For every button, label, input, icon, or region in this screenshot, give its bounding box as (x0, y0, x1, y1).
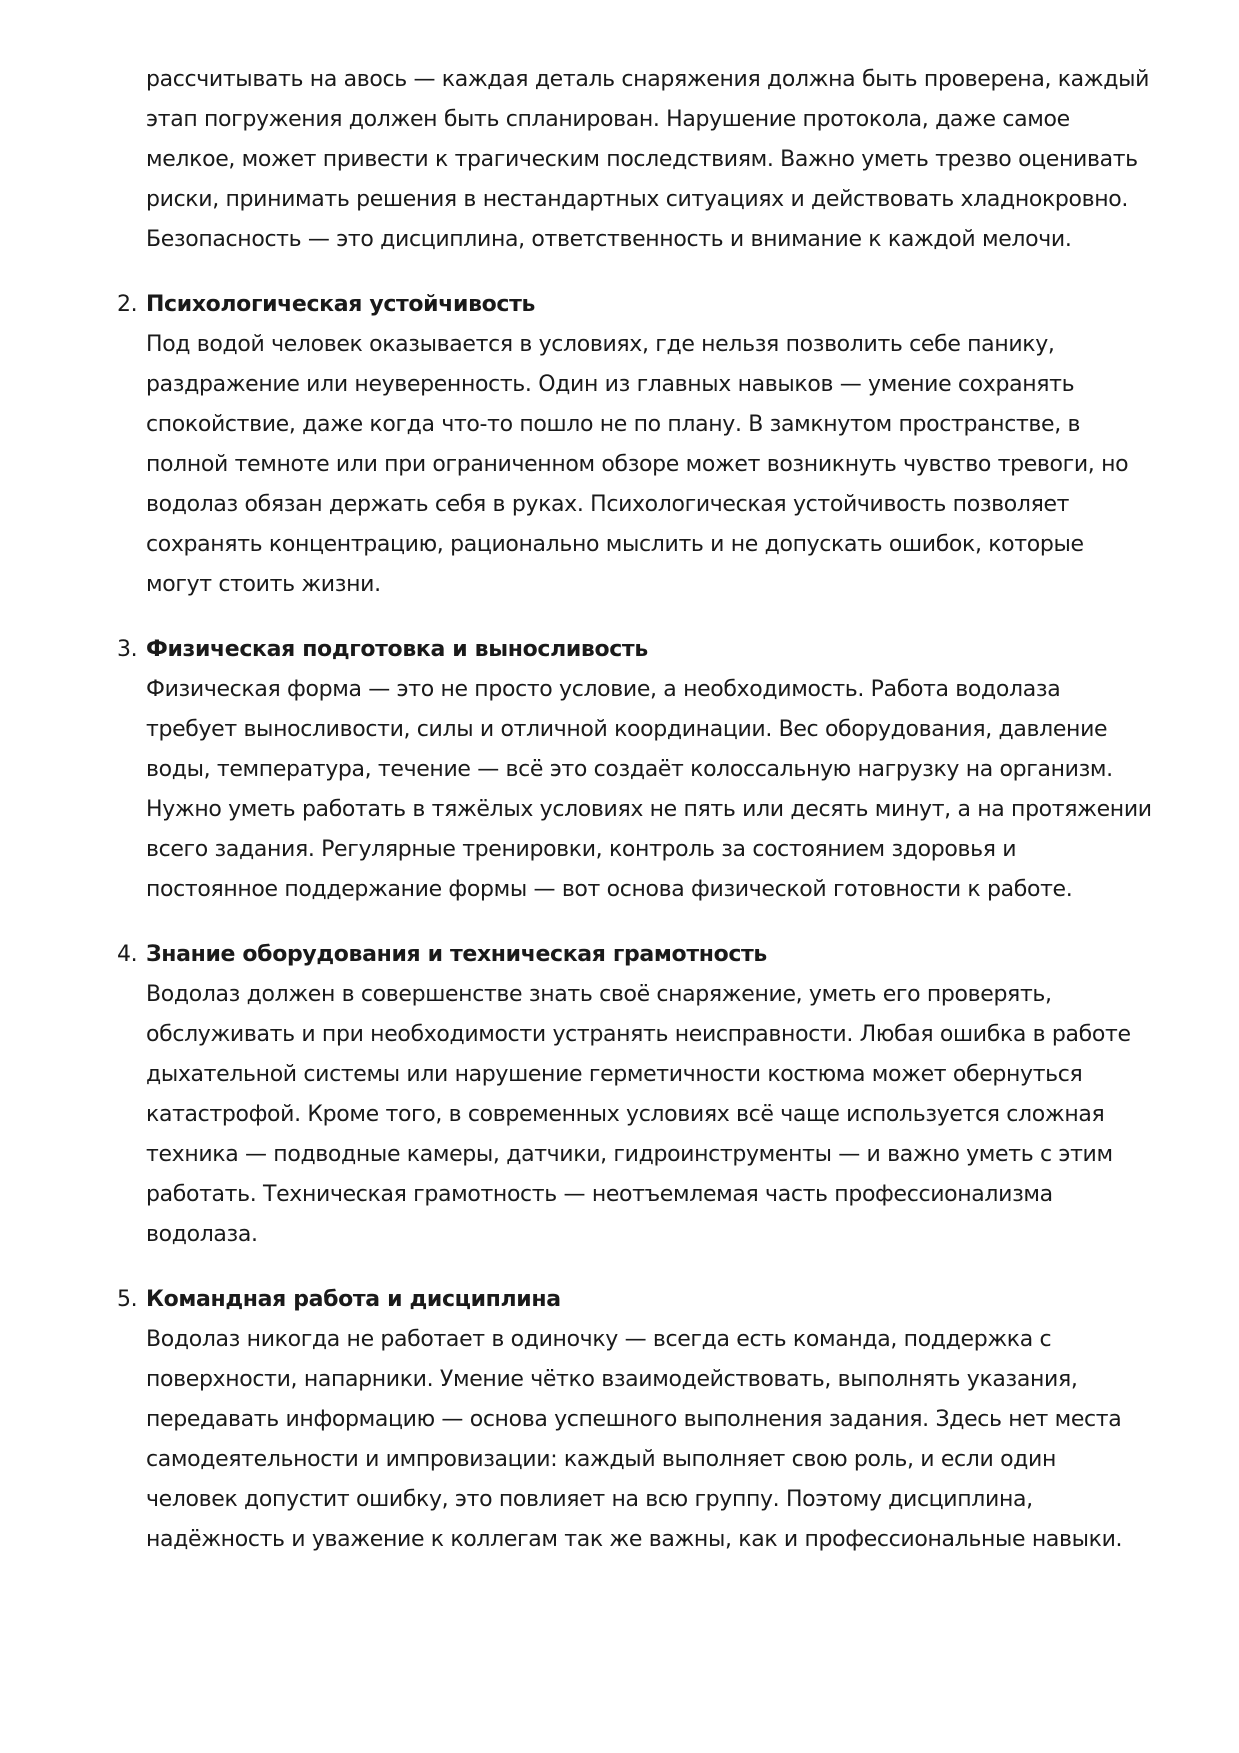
list-item-body: Физическая форма — это не просто условие, а необходимость. Работа водолаза требует выносливости, силы и отличной координации. Вес оборудования, давление воды, температура, течение — всё это создаёт колоссальную нагрузку на организм. Нужно уметь работать в тяжёлых условиях не пять или десять минут, а на протяжении всего задания. Регулярные тренировки, контроль за состоянием здоровья и постоянное поддержание формы — вот основа физической готовности к работе. (146, 677, 1152, 902)
list-item-title: Физическая подготовка и выносливость (146, 637, 648, 662)
list-item (117, 630, 1156, 910)
list-item-title: Психологическая устойчивость (146, 292, 536, 317)
list-item-number: 3. (117, 637, 138, 662)
list-item-body: Под водой человек оказывается в условиях, где нельзя позволить себе панику, раздражение или неуверенность. Один из главных навыков — умение сохранять спокойствие, даже когда что-то пошло не по плану. В замкнутом пространстве, в полной темноте или при ограниченном обзоре может возникнуть чувство тревоги, но водолаз обязан держать себя в руках. Психологическая устойчивость позволяет сохранять концентрацию, рационально мыслить и не допускать ошибок, которые могут стоить жизни. (146, 332, 1129, 597)
list-item-title: Знание оборудования и техническая грамотность (146, 942, 767, 967)
document-content (117, 60, 1156, 1560)
list-item (117, 935, 1156, 1255)
list-item-number: 5. (117, 1287, 138, 1312)
list-item-number: 2. (117, 292, 138, 317)
list-item-number: 4. (117, 942, 138, 967)
intro-paragraph: рассчитывать на авось — каждая деталь снаряжения должна быть проверена, каждый этап погружения должен быть спланирован. Нарушение протокола, даже самое мелкое, может привести к трагическим последствиям. Важно уметь трезво оценивать риски, принимать решения в нестандартных ситуациях и действовать хладнокровно. Безопасность — это дисциплина, ответственность и внимание к каждой мелочи. (146, 67, 1150, 252)
list-item (117, 285, 1156, 605)
list-item (117, 1280, 1156, 1560)
list-item-title: Командная работа и дисциплина (146, 1287, 561, 1312)
list-item-body: Водолаз должен в совершенстве знать своё снаряжение, уметь его проверять, обслуживать и при необходимости устранять неисправности. Любая ошибка в работе дыхательной системы или нарушение герметичности костюма может обернуться катастрофой. Кроме того, в современных условиях всё чаще используется сложная техника — подводные камеры, датчики, гидроинструменты — и важно уметь с этим работать. Техническая грамотность — неотъемлемая часть профессионализма водолаза. (146, 982, 1131, 1247)
list-item-body: Водолаз никогда не работает в одиночку — всегда есть команда, поддержка с поверхности, напарники. Умение чётко взаимодействовать, выполнять указания, передавать информацию — основа успешного выполнения задания. Здесь нет места самодеятельности и импровизации: каждый выполняет свою роль, и если один человек допустит ошибку, это повлияет на всю группу. Поэтому дисциплина, надёжность и уважение к коллегам так же важны, как и профессиональные навыки. (146, 1327, 1123, 1552)
